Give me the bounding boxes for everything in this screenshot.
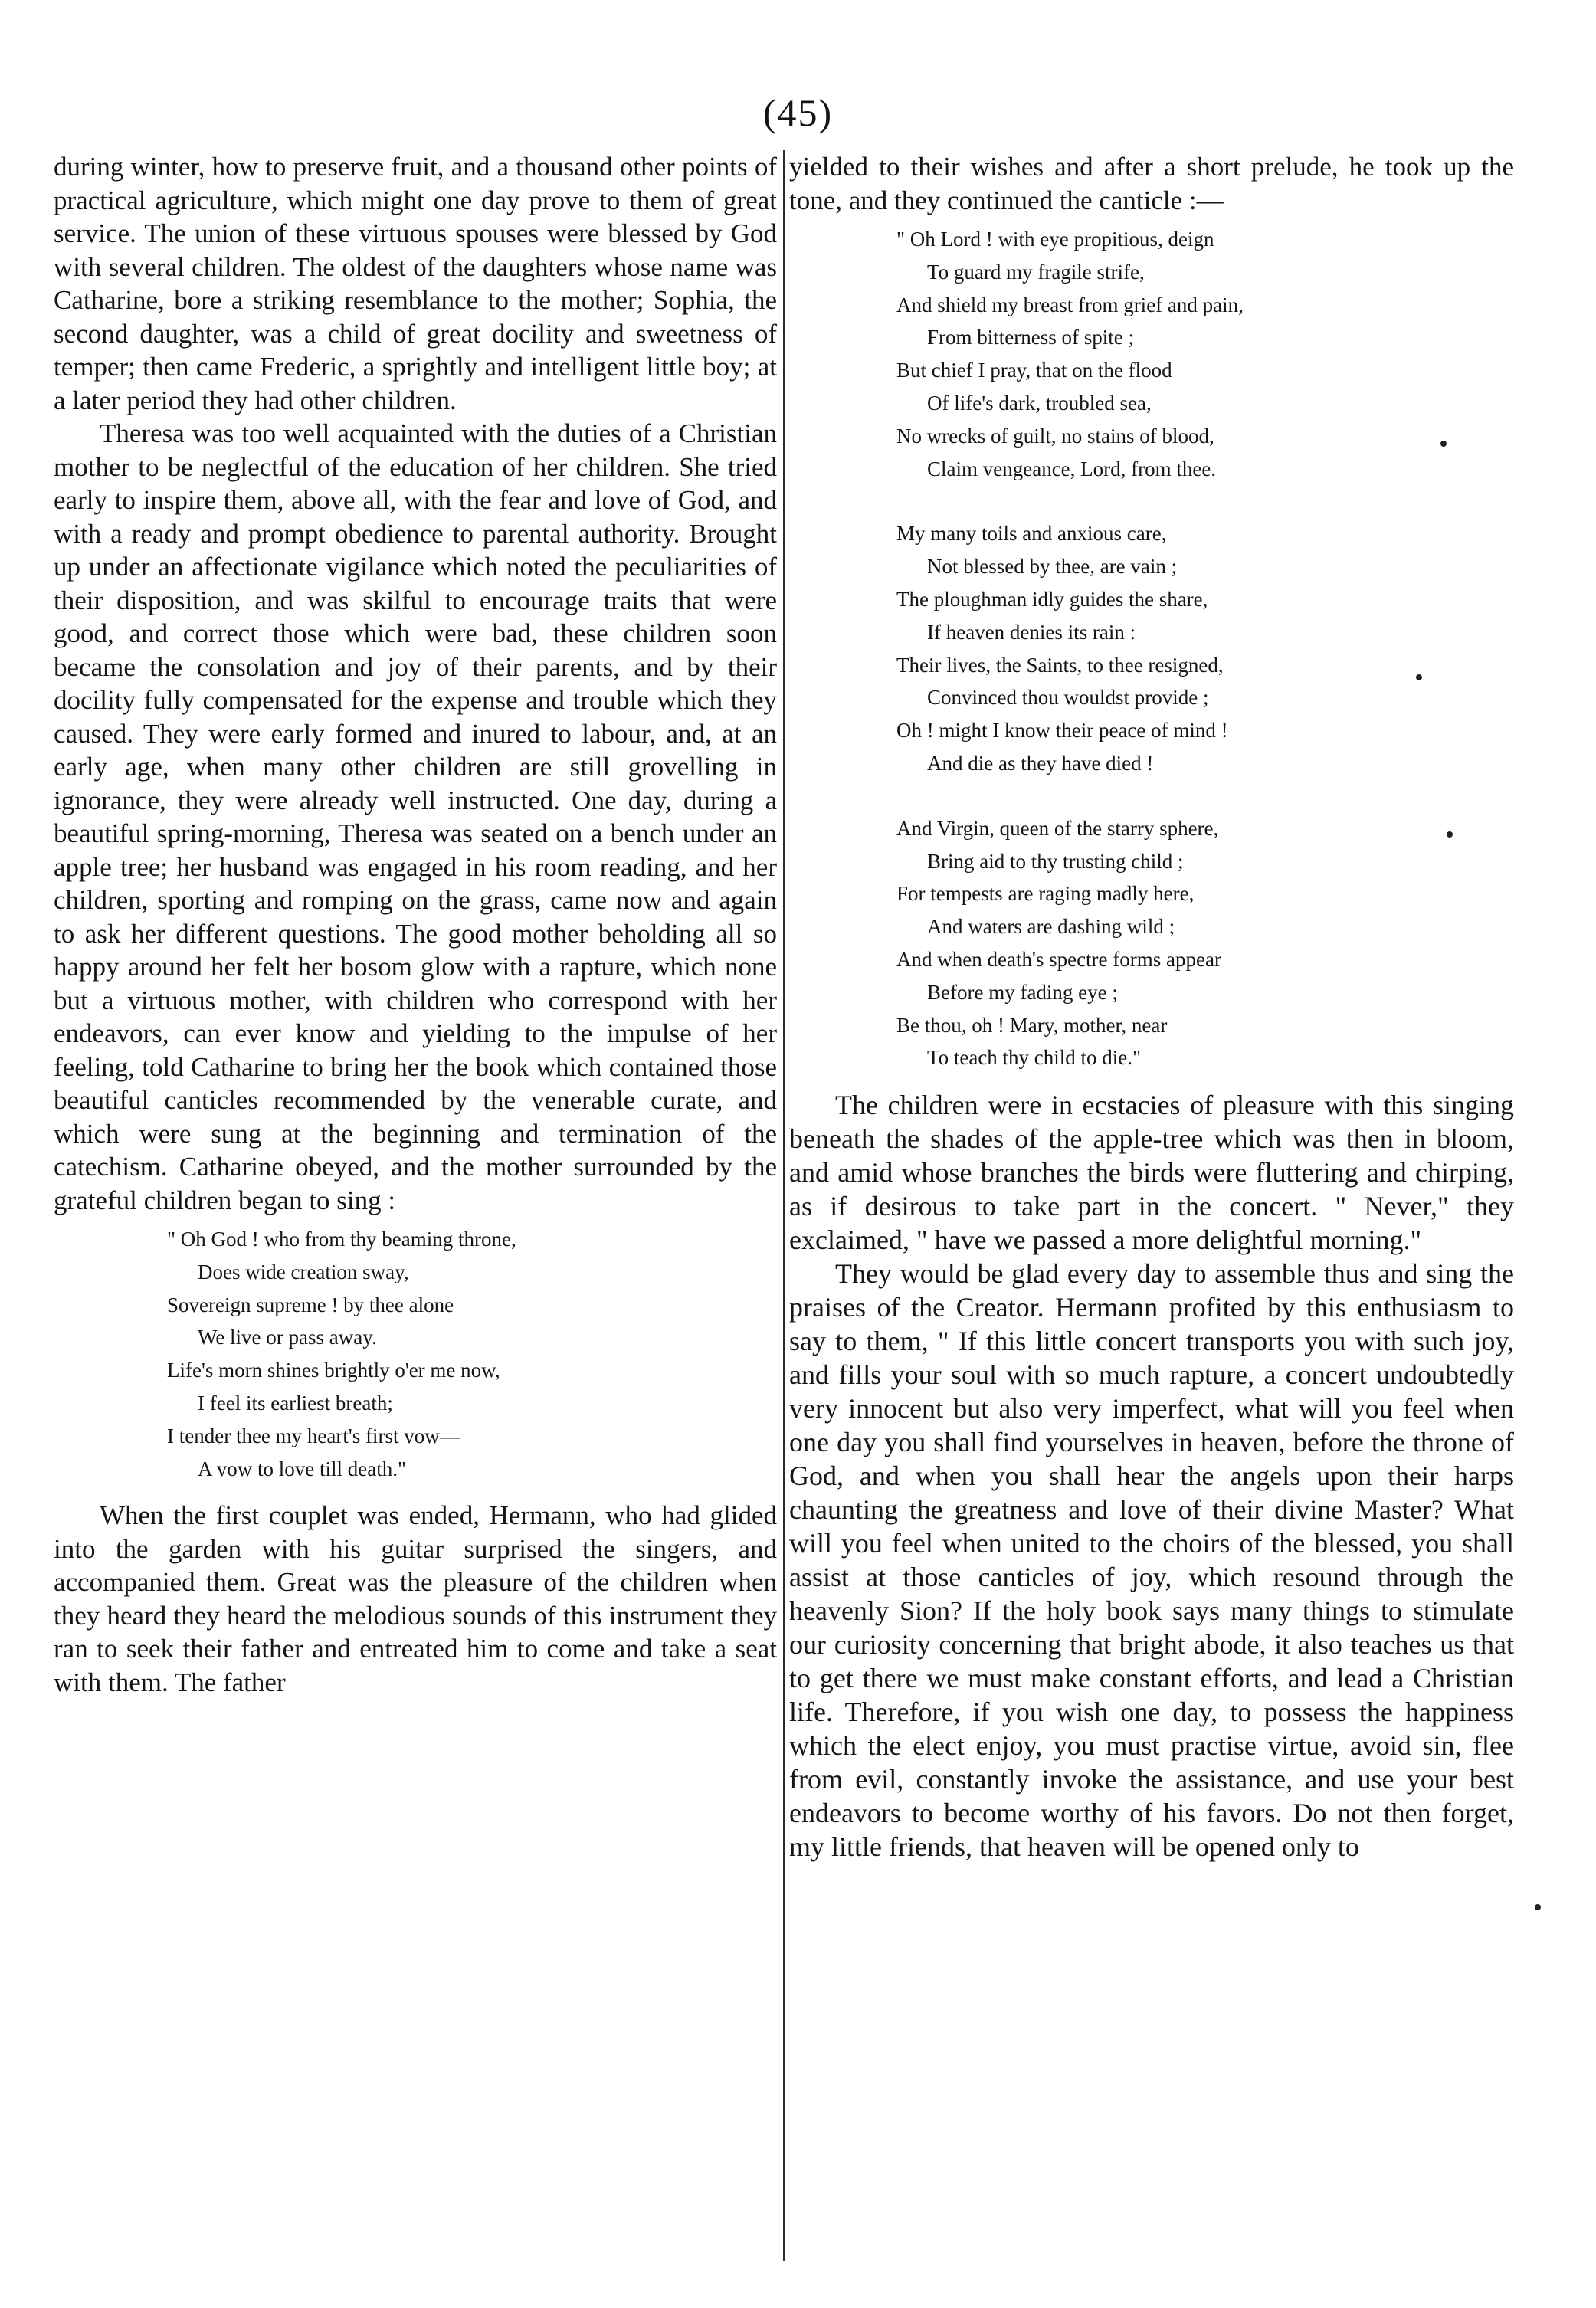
verse-line: Convinced thou wouldst provide ; bbox=[927, 686, 1209, 710]
verse-line: We live or pass away. bbox=[198, 1326, 377, 1349]
verse-line: But chief I pray, that on the flood bbox=[896, 359, 1172, 382]
verse-line: And when death's spectre forms appear bbox=[896, 947, 1221, 971]
verse-line: Does wide creation sway, bbox=[198, 1260, 409, 1283]
canticle-verse-right bbox=[789, 223, 1514, 1074]
verse-line: No wrecks of guilt, no stains of blood, bbox=[896, 424, 1214, 448]
verse-line: Bring aid to thy trusting child ; bbox=[927, 849, 1184, 873]
verse-line: The ploughman idly guides the share, bbox=[896, 587, 1208, 611]
verse-line: Life's morn shines brightly o'er me now, bbox=[167, 1359, 500, 1382]
verse-line: From bitterness of spite ; bbox=[927, 326, 1134, 349]
verse-line: Not blessed by thee, are vain ; bbox=[927, 555, 1178, 579]
verse-line: To teach thy child to die." bbox=[927, 1046, 1142, 1070]
left-column bbox=[54, 150, 777, 1699]
left-paragraph-2: Theresa was too well acquainted with the duties of a Christian mother to be neglectful of the education of her children. She tried early to inspire them, above all, with the fear and love of God, and with a ready and prompt obedience to parental authority. Brought up under an affectionate vigilance which noted the peculiarities of their disposition, and was skilful to encourage traits that were good, and correct those which were bad, these children soon became the consolation and joy of their parents, and by their docility fully compensated for the expense and trouble which they caused. They were early formed and inured to labour, and, at an early age, when many other children are still grovelling in ignorance, they were already well instructed. One day, during a beautiful spring-morning, Theresa was seated on a bench under an apple tree; her husband was engaged in his room reading, and her children, sporting and romping on the grass, came now and again to ask her different questions. The good mother beholding all so happy around her felt her bosom glow with a rapture, which none but a virtuous mother, with children who correspond with her endeavors, can ever know and yielding to the impulse of her feeling, told Catharine to bring her the book which contained those beautiful canticles recommended by the venerable curate, and which were sung at the beginning and termination of the catechism. Catharine obeyed, and the mother surrounded by the grateful children began to sing : bbox=[54, 418, 777, 1215]
column-divider bbox=[783, 150, 785, 2261]
verse-line: Before my fading eye ; bbox=[927, 980, 1118, 1004]
verse-line: I feel its earliest breath; bbox=[198, 1391, 393, 1415]
stanza-gap bbox=[789, 780, 1514, 812]
canticle-verse-left bbox=[54, 1223, 777, 1485]
ink-speck bbox=[1447, 831, 1453, 838]
verse-line: If heaven denies its rain : bbox=[927, 620, 1136, 644]
verse-line: A vow to love till death." bbox=[198, 1457, 406, 1480]
verse-line: Be thou, oh ! Mary, mother, near bbox=[896, 1013, 1168, 1037]
verse-line: Sovereign supreme ! by thee alone bbox=[167, 1293, 454, 1316]
verse-line: Of life's dark, troubled sea, bbox=[927, 391, 1152, 415]
right-paragraph-2: The children were in ecstacies of pleasure with this singing beneath the shades of the apple-tree which was then in bloom, and amid whose branches the birds were fluttering and chirping, as if desirous to take part in the concert. " Never," they exclaimed, " have we passed a more delightful morning." bbox=[789, 1090, 1514, 1256]
page-number: (45) bbox=[762, 91, 834, 134]
right-paragraph-3: They would be glad every day to assemble thus and sing the praises of the Creator. Hermann profited by this enthusiasm to say to them, " If this little concert transports you with such joy, and fills your soul with so much rapture, a concert undoubtedly very innocent but also very imperfect, what will you feel when one day you shall find yourselves in heaven, before the throne of God, and when you shall hear the angels upon their harps chaunting the greatness and love of their divine Master? What will you feel when united to the choirs of the blessed, you shall assist at those canticles of joy, which resound through the heavenly Sion? If the holy book says many things to stimulate our curiosity concerning that bright abode, it also teaches us that to get there we must make constant efforts, and lead a Christian life. Therefore, if you wish one day, to possess the happiness which the elect enjoy, you must practise virtue, avoid sin, flee from evil, constantly invoke the assistance, and use your best endeavors to become worthy of his favors. Do not then forget, my little friends, that heaven will be opened only to bbox=[789, 1258, 1514, 1863]
ink-speck bbox=[1535, 1904, 1541, 1910]
verse-line: I tender thee my heart's first vow— bbox=[167, 1424, 460, 1447]
verse-line: And Virgin, queen of the starry sphere, bbox=[896, 816, 1219, 840]
verse-line: " Oh Lord ! with eye propitious, deign bbox=[896, 228, 1214, 251]
verse-line: And shield my breast from grief and pain, bbox=[896, 293, 1244, 316]
verse-line: And die as they have died ! bbox=[927, 751, 1154, 775]
verse-line: Claim vengeance, Lord, from thee. bbox=[927, 457, 1217, 480]
verse-line: My many toils and anxious care, bbox=[896, 522, 1167, 546]
left-paragraph-1: during winter, how to preserve fruit, and a thousand other points of practical agriculture, which might one day prove to them of great service. The union of these virtuous spouses were blessed by God with several children. The oldest of the daughters whose name was Catharine, bore a striking resemblance to the mother; Sophia, the second daughter, was a child of great docility and sweetness of temper; then came Frederic, a sprightly and intelligent little boy; at a later period they had other children. bbox=[54, 152, 777, 415]
ink-speck bbox=[1440, 441, 1447, 447]
verse-line: Their lives, the Saints, to thee resigned, bbox=[896, 653, 1224, 677]
stanza-gap bbox=[789, 485, 1514, 517]
verse-line: To guard my fragile strife, bbox=[927, 260, 1145, 284]
ink-speck bbox=[1416, 674, 1422, 680]
verse-line: " Oh God ! who from thy beaming throne, bbox=[167, 1228, 516, 1251]
left-paragraph-3: When the first couplet was ended, Hermann, who had glided into the garden with his guitar surprised the singers, and accompanied them. Great was the pleasure of the children when they heard they heard the melodious sounds of this instrument they ran to seek their father and entreated him to come and take a seat with them. The father bbox=[54, 1500, 777, 1697]
verse-line: Oh ! might I know their peace of mind ! bbox=[896, 719, 1228, 743]
right-paragraph-1: yielded to their wishes and after a short prelude, he took up the tone, and they continued the canticle :— bbox=[789, 152, 1514, 215]
verse-line: For tempests are raging madly here, bbox=[896, 882, 1195, 906]
right-column bbox=[789, 150, 1514, 1864]
verse-line: And waters are dashing wild ; bbox=[927, 915, 1175, 939]
